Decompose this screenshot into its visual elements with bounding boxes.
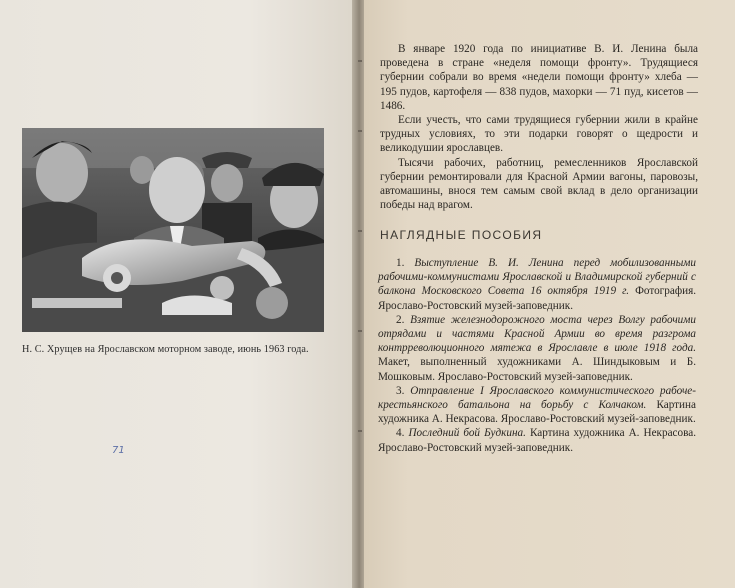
factory-photo xyxy=(22,128,324,332)
binding-stitch xyxy=(358,430,362,432)
section-heading: НАГЛЯДНЫЕ ПОСОБИЯ xyxy=(380,228,543,242)
intro-paragraph: Если учесть, что сами трудящиеся губернии жили в крайне трудных условиях, то эти подарки говорят о щедрости и великодушии ярославцев. xyxy=(380,114,698,155)
list-item xyxy=(378,313,696,384)
item-number: 4. xyxy=(396,427,405,440)
intro-paragraph: В январе 1920 года по инициативе В. И. Ленина была проведена в стране «неделя помощи фронту». Трудящиеся губернии собрали во время «недели помощи фронту» хлеба — 195 пудов, картофеля — 838 пудов, махорки — 71 пуд, кисетов — 1486. xyxy=(380,43,698,112)
binding-stitch xyxy=(358,330,362,332)
factory-photo-image xyxy=(22,128,324,332)
list-item xyxy=(378,256,696,313)
item-description: Макет, выполненный художниками А. Шиндыковым и Б. Мошковым. Ярославо-Ростовский музей-заповедник. xyxy=(378,356,696,383)
item-title: Отправление I Ярославского коммунистического рабоче-крестьянского батальона на борьбу с Колчаком. xyxy=(378,384,696,412)
binding-stitch xyxy=(358,60,362,62)
list-item xyxy=(378,384,696,427)
list-item xyxy=(378,426,696,454)
visual-aids-list xyxy=(378,256,696,455)
pencil-mark: 71 xyxy=(112,445,125,456)
item-description: Картина художника А. Некрасова. Ярославо-Ростовский музей-заповедник. xyxy=(378,427,696,454)
item-number: 2. xyxy=(396,313,405,326)
item-number: 3. xyxy=(396,384,405,397)
photo-caption: Н. С. Хрущев на Ярославском моторном заводе, июнь 1963 года. xyxy=(22,344,309,355)
left-page xyxy=(0,0,356,588)
item-description: Картина художника А. Некрасова. Ярославо-Ростовский музей-заповедник. xyxy=(378,399,696,426)
binding-stitch xyxy=(358,130,362,132)
item-title: Выступление В. И. Ленина перед мобилизованными рабочими-коммунистами Ярославской и Владимирской губерний с балкона Московского Совета 16 октября 1919 г. xyxy=(378,257,697,298)
intro-text xyxy=(380,42,698,212)
item-number: 1. xyxy=(396,257,405,269)
intro-paragraph: Тысячи рабочих, работниц, ремесленников Ярославской губернии ремонтировали для Красной Армии вагоны, паровозы, автомашины, внося тем самым свой вклад в дело организации победы над врагом. xyxy=(380,156,698,212)
item-title: Взятие железнодорожного моста через Волгу рабочими отрядами и частями Красной Армии во время разгрома контрреволюционного мятежа в Ярославле в июле 1918 года. xyxy=(378,313,696,355)
item-description: Фотография. Ярославо-Ростовский музей-заповедник. xyxy=(378,285,697,312)
binding-stitch xyxy=(358,230,362,232)
item-title: Последний бой Будкина. xyxy=(408,427,526,440)
